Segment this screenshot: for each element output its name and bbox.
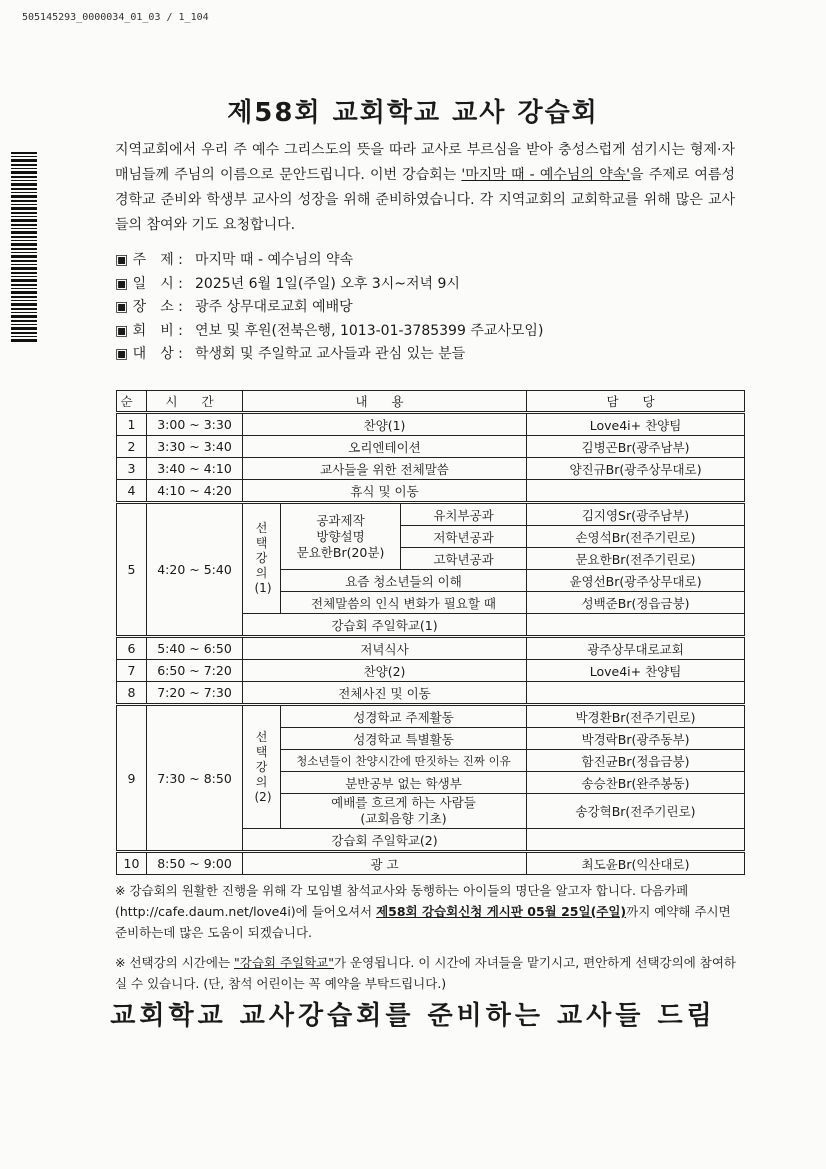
row-time: 7:20 ~ 7:30	[147, 682, 243, 705]
row-no: 3	[117, 458, 147, 480]
row-no: 8	[117, 682, 147, 705]
info-label: ▣ 대 상 :	[115, 346, 183, 362]
row-no: 10	[117, 852, 147, 875]
info-label: ▣ 주 제 :	[115, 252, 183, 268]
row-time: 7:30 ~ 8:50	[147, 705, 243, 852]
row-person: 양진규Br(광주상무대로)	[527, 458, 745, 480]
craft-session: 공과제작 방향설명 문요한Br(20분)	[281, 503, 401, 570]
info-value: 학생회 및 주일학교 교사들과 관심 있는 분들	[195, 346, 466, 362]
info-audience	[115, 343, 543, 367]
row-person: 김병곤Br(광주남부)	[527, 436, 745, 458]
row-content: 전체사진 및 이동	[243, 682, 527, 705]
row-content: 오리엔테이션	[243, 436, 527, 458]
table-row	[117, 503, 745, 526]
row-content: 저녁식사	[243, 637, 527, 660]
sunday-school: 강습회 주일학교(1)	[243, 614, 527, 637]
row-person: 윤영선Br(광주상무대로)	[527, 570, 745, 592]
row-time: 3:00 ~ 3:30	[147, 413, 243, 436]
row-person: 광주상무대로교회	[527, 637, 745, 660]
lecture: 성경학교 주제활동	[281, 705, 527, 728]
sub-session: 고학년공과	[401, 548, 527, 570]
table-row	[117, 660, 745, 682]
table-row	[117, 637, 745, 660]
row-time: 5:40 ~ 6:50	[147, 637, 243, 660]
row-no: 9	[117, 705, 147, 852]
row-time: 3:30 ~ 3:40	[147, 436, 243, 458]
table-row	[117, 705, 745, 728]
elective-label	[243, 705, 281, 829]
note-text: ※ 강습회의 원활한 진행을 위해 각 모임별 참석교사와 동행하는 아이들의 명단을 알고자 합니다. 다음카페(http://cafe.daum.net/love4i)에 들어오셔서	[115, 883, 689, 919]
header-content: 내 용	[243, 391, 527, 413]
info-date	[115, 273, 543, 297]
info-theme	[115, 249, 543, 273]
info-label: ▣ 회 비 :	[115, 322, 183, 339]
lecture: 청소년들이 찬양시간에 딴짓하는 진짜 이유	[281, 750, 527, 772]
header-no: 순	[117, 391, 147, 413]
intro-text-1: 지역교회에서 우리 주 예수 그리스도의 뜻을 따라 교사로 부르심을 받아 충성스럽게 섬기시는 형제·자매님들께 주님의 이름으로 문안드립니다. 이번 강습회는	[115, 142, 735, 183]
lecture: 예배를 흐르게 하는 사람들 (교회음향 기초)	[281, 794, 527, 829]
lecture: 성경학교 특별활동	[281, 728, 527, 750]
row-no: 2	[117, 436, 147, 458]
barcode	[11, 152, 37, 342]
table-row	[117, 413, 745, 436]
row-time: 4:20 ~ 5:40	[147, 503, 243, 637]
note-highlight: 제58회 강습회신청 게시판 05월 25일(주일)	[376, 904, 627, 919]
row-time: 4:10 ~ 4:20	[147, 480, 243, 503]
row-content: 광 고	[243, 852, 527, 875]
row-person	[527, 682, 745, 705]
info-value: 2025년 6월 1일(주일) 오후 3시~저녁 9시	[195, 275, 460, 292]
sub-session: 유치부공과	[401, 503, 527, 526]
note-text: ※ 선택강의 시간에는	[115, 955, 234, 970]
note-text: 가 운영됩니다. 이 시간에 자녀들을 맡기시고, 편안하게 선택강의에 참여하실 수 있습니다. (단, 참석 어린이는 꼭 예약을 부탁드립니다.)	[115, 955, 736, 991]
table-header-row	[117, 391, 745, 413]
page-title: 제58회 교회학교 교사 강습회	[227, 98, 599, 128]
row-content: 찬양(2)	[243, 660, 527, 682]
info-value: 연보 및 후원(전북은행, 1013-01-3785399 주교사모임)	[195, 322, 544, 339]
row-person: 손영석Br(전주기린로)	[527, 526, 745, 548]
schedule-table	[116, 390, 745, 875]
row-person: 박경락Br(광주동부)	[527, 728, 745, 750]
intro-text-2: 을 주제로 여름성경학교 준비와 학생부 교사의 성장을 위해 준비하였습니다. 각 지역교회의 교회학교를 위해 많은 교사들의 참여와 기도 요청합니다.	[115, 167, 736, 233]
elective-label-text: 선택강의(1)	[254, 521, 272, 595]
row-person: 김지영Sr(광주남부)	[527, 503, 745, 526]
table-row	[117, 436, 745, 458]
sub-session: 저학년공과	[401, 526, 527, 548]
row-person-empty	[527, 614, 745, 637]
note-sunday-school	[115, 952, 740, 994]
row-person: 송강혁Br(전주기린로)	[527, 794, 745, 829]
lecture: 전체말씀의 인식 변화가 필요할 때	[281, 592, 527, 614]
elective-label-text: 선택강의(2)	[254, 729, 272, 804]
table-row	[117, 682, 745, 705]
row-person-empty	[527, 829, 745, 852]
row-person	[527, 480, 745, 503]
info-value: 광주 상무대로교회 예배당	[195, 299, 353, 315]
sunday-school: 강습회 주일학교(2)	[243, 829, 527, 852]
row-person: Love4i+ 찬양팀	[527, 660, 745, 682]
note-highlight: "강습회 주일학교"	[234, 955, 334, 970]
row-content: 휴식 및 이동	[243, 480, 527, 503]
table-row	[117, 458, 745, 480]
document-id: 505145293_0000034_01_03 / 1_104	[22, 12, 209, 23]
note-text: 까지 예약해 주시면 준비하는데 많은 도움이 되겠습니다.	[115, 904, 731, 940]
info-fee	[115, 320, 543, 344]
row-person: 문요한Br(전주기린로)	[527, 548, 745, 570]
lecture: 요즘 청소년들의 이해	[281, 570, 527, 592]
row-person: 박경환Br(전주기린로)	[527, 705, 745, 728]
note-registration	[115, 880, 740, 943]
header-time: 시 간	[147, 391, 243, 413]
event-info	[115, 249, 543, 367]
intro-theme: '마지막 때 - 예수님의 약속'	[461, 167, 631, 183]
elective-label	[243, 503, 281, 614]
header-person: 담 당	[527, 391, 745, 413]
row-no: 4	[117, 480, 147, 503]
row-no: 7	[117, 660, 147, 682]
row-time: 6:50 ~ 7:20	[147, 660, 243, 682]
info-label: ▣ 일 시 :	[115, 275, 183, 292]
row-person: 함진균Br(정읍금붕)	[527, 750, 745, 772]
row-time: 8:50 ~ 9:00	[147, 852, 243, 875]
row-time: 3:40 ~ 4:10	[147, 458, 243, 480]
table-row	[117, 852, 745, 875]
info-label: ▣ 장 소 :	[115, 299, 183, 315]
info-value: 마지막 때 - 예수님의 약속	[195, 252, 354, 268]
row-no: 1	[117, 413, 147, 436]
row-content: 교사들을 위한 전체말씀	[243, 458, 527, 480]
table-row	[117, 480, 745, 503]
row-content: 찬양(1)	[243, 413, 527, 436]
row-no: 5	[117, 503, 147, 637]
footer-signature: 교회학교 교사강습회를 준비하는 교사들 드림	[110, 1001, 716, 1031]
row-no: 6	[117, 637, 147, 660]
row-person: 최도윤Br(익산대로)	[527, 852, 745, 875]
row-person: Love4i+ 찬양팀	[527, 413, 745, 436]
info-place	[115, 296, 543, 320]
row-person: 송승찬Br(완주봉동)	[527, 772, 745, 794]
intro-paragraph	[115, 138, 735, 238]
lecture: 분반공부 없는 학생부	[281, 772, 527, 794]
row-person: 성백준Br(정읍금붕)	[527, 592, 745, 614]
